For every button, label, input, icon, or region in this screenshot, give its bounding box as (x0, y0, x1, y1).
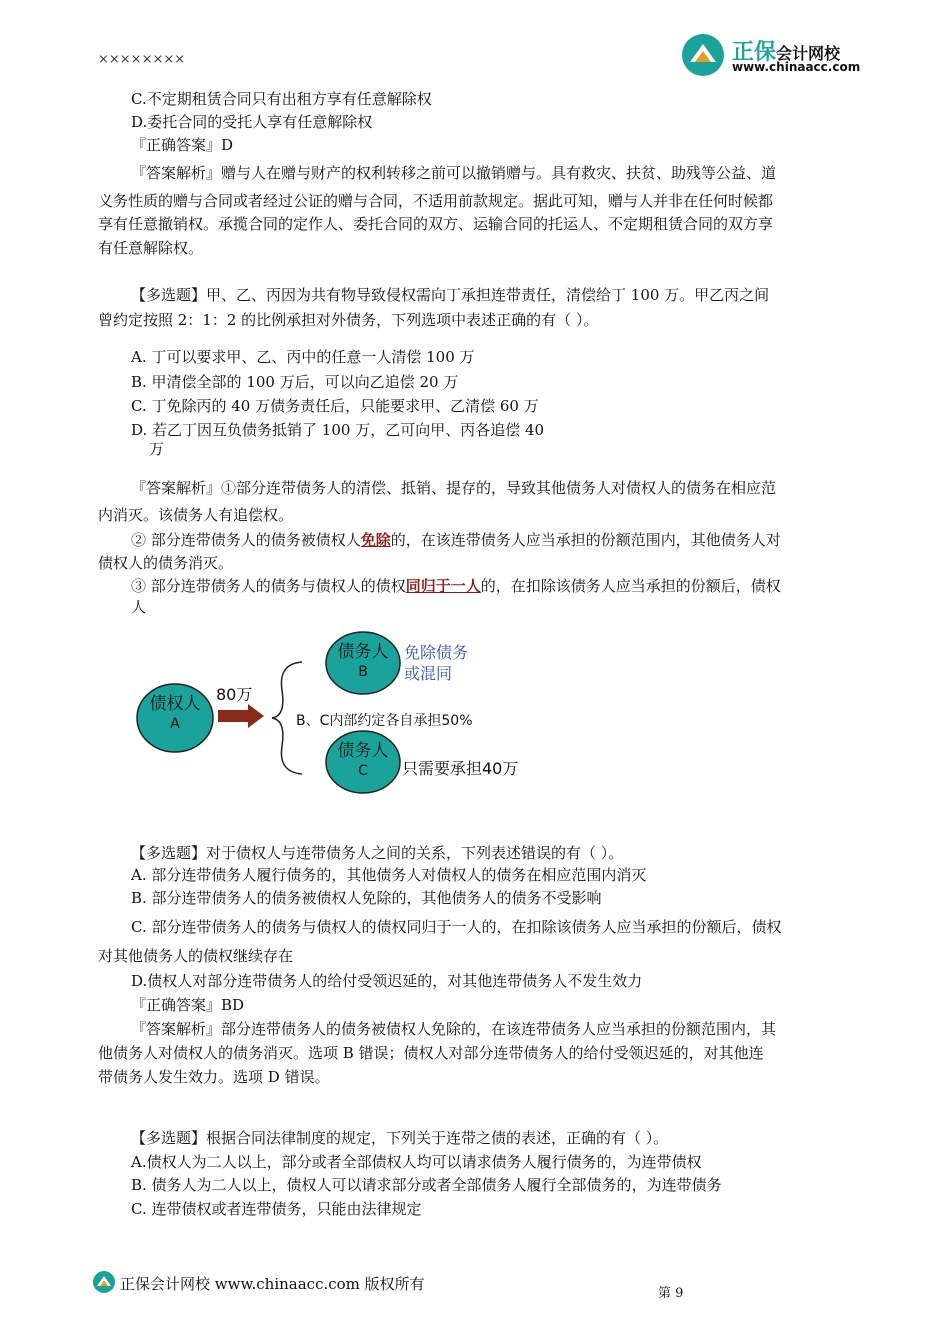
debtor-b-sub: B (358, 664, 368, 680)
brand-logo (680, 32, 880, 78)
debtor-c-sub: C (358, 763, 368, 779)
b4-option-a: A.债权人为二人以上，部分或者全部债权人均可以请求债务人履行债务的，为连带债权 (131, 1153, 702, 1171)
b4-option-b: B. 债务人为二人以上，债权人可以请求部分或者全部债务人履行全部债务的，为连带债务 (131, 1176, 722, 1194)
creditor-sub: A (170, 716, 180, 732)
b1-analysis-line3: 享有任意撤销权。承揽合同的定作人、委托合同的双方、运输合同的托运人、不定期租赁合同的双方享 (98, 215, 774, 233)
b1-option-c: C.不定期租赁合同只有出租方享有任意解除权 (131, 90, 432, 108)
page-number: 第 9 (658, 1286, 684, 1301)
brand-url: www.chinaacc.com (732, 60, 861, 74)
arrow-icon (218, 704, 264, 728)
amount-label: 80万 (216, 685, 253, 704)
b2-option-a: A. 丁可以要求甲、乙、丙中的任意一人清偿 100 万 (131, 348, 475, 366)
brand-name: 正保 (732, 40, 777, 65)
b2-analysis-l4: ③ 部分连带债务人的债务与债权人的债权同归于一人的，在扣除该债务人应当承担的份额后，债权 (131, 577, 781, 595)
debt-diagram (130, 630, 560, 800)
top-left-fragment: ×××××××× (98, 52, 186, 67)
b3-answer: 『正确答案』BD (131, 996, 245, 1014)
highlight-exempt: 免除 (360, 531, 391, 549)
b1-analysis-line4: 有任意解除权。 (98, 239, 204, 257)
footer (92, 1270, 892, 1300)
b3-option-a: A. 部分连带债务人履行债务的，其他债务人对债权人的债务在相应范围内消灭 (131, 866, 647, 884)
highlight-merge: 同归于一人 (405, 577, 481, 595)
b3-question: 【多选题】对于债权人与连带债务人之间的关系，下列表述错误的有（ ）。 (131, 844, 624, 862)
b2-question-line2: 曾约定按照 2：1：2 的比例承担对外债务，下列选项中表述正确的有（ ）。 (98, 311, 599, 329)
b2-analysis-l2: ② 部分连带债务人的债务被债权人免除的，在该连带债务人应当承担的份额范围内，其他债务人对 (131, 531, 781, 549)
b1-analysis-partial: 『答案解析』赠与人在赠与财产的权利转移之前可以撤销赠与。具有救灾、扶贫、助残等公益、道 (131, 164, 777, 182)
debtor-c-label: 债务人 (337, 741, 389, 761)
b2-option-d-cont: 万 (149, 440, 165, 458)
b2-option-d: D. 若乙丁因互负债务抵销了 100 万，乙可向甲、丙各追偿 40 (131, 421, 545, 439)
b2-analysis-l3: 债权人的债务消灭。 (98, 554, 234, 572)
note-c: 只需要承担40万 (402, 759, 519, 778)
middle-note: B、C内部约定各自承担50% (296, 713, 473, 729)
b3-analysis-a2: 他债务人对债权人的债务消灭。选项 B 错误；债权人对部分连带债务人的给付受领迟延的，对其他连 (98, 1044, 764, 1062)
debtor-b-label: 债务人 (337, 642, 389, 662)
b1-option-d: D.委托合同的受托人享有任意解除权 (131, 113, 373, 131)
footer-logo-icon (92, 1270, 116, 1294)
b1-answer: 『正确答案』D (131, 136, 234, 154)
b4-question: 【多选题】根据合同法律制度的规定，下列关于连带之债的表述，正确的有（ ）。 (131, 1129, 669, 1147)
footer-text: 正保会计网校 www.chinaacc.com 版权所有 (120, 1275, 425, 1293)
b2-option-c: C. 丁免除丙的 40 万债务责任后，只能要求甲、乙清偿 60 万 (131, 397, 539, 415)
b3-line-cont: 对其他债务人的债权继续存在 (98, 947, 294, 965)
creditor-label: 债权人 (149, 694, 201, 714)
b3-option-c-partial: C. 部分连带债务人的债务与债权人的债权同归于一人的，在扣除该债务人应当承担的份额后，债权 (131, 918, 782, 936)
b2-analysis-partial: 『答案解析』①部分连带债务人的清偿、抵销、提存的，导致其他债务人对债权人的债务在相应范 (131, 479, 777, 497)
b3-option-d: D.债权人对部分连带债务人的给付受领迟延的，对其他连带债务人不发生效力 (131, 972, 643, 990)
b1-analysis-line2: 义务性质的赠与合同或者经过公证的赠与合同，不适用前款规定。据此可知，赠与人并非在任何时候都 (98, 192, 774, 210)
b2-analysis-l1: 内消灭。该债务人有追偿权。 (98, 506, 294, 524)
b3-analysis-a1: 『答案解析』部分连带债务人的债务被债权人免除的，在该连带债务人应当承担的份额范围内，其 (131, 1020, 777, 1038)
b2-option-b: B. 甲清偿全部的 100 万后，可以向乙追偿 20 万 (131, 373, 459, 391)
b3-option-b: B. 部分连带债务人的债务被债权人免除的，其他债务人的债务不受影响 (131, 889, 602, 907)
note-b-line2: 或混同 (404, 664, 453, 683)
b3-analysis-a3: 带债务人发生效力。选项 D 错误。 (98, 1068, 330, 1086)
note-b-line1: 免除债务 (404, 643, 469, 662)
b2-analysis-l5: 人 (131, 598, 147, 616)
b2-question-line1: 【多选题】甲、乙、丙因为共有物导致侵权需向丁承担连带责任，清偿给丁 100 万。甲乙丙之间 (131, 286, 770, 304)
b4-option-c-partial: C. 连带债权或者连带债务，只能由法律规定 (131, 1200, 422, 1218)
brand-logo-icon (680, 32, 726, 78)
brand-subname: 会计网校 (776, 44, 841, 63)
